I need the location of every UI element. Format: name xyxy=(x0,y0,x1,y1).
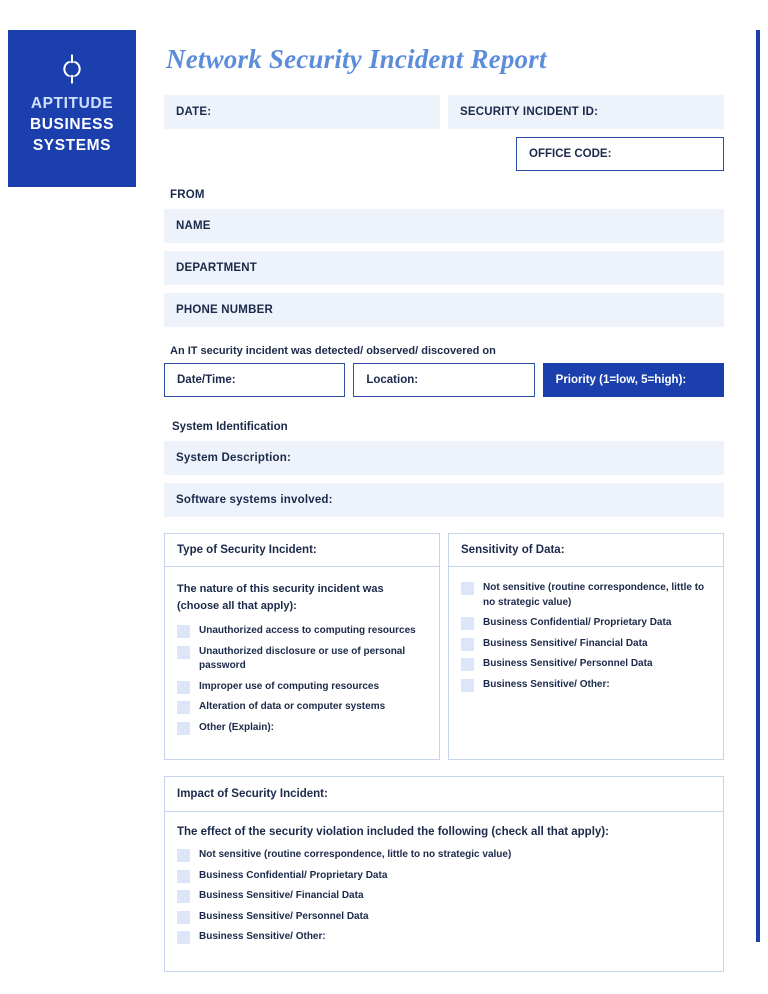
phone-number-field[interactable]: PHONE NUMBER xyxy=(164,293,724,327)
type-of-incident-heading: Type of Security Incident: xyxy=(165,534,439,567)
sensitivity-of-data-options xyxy=(461,581,711,692)
priority-field[interactable]: Priority (1=low, 5=high): xyxy=(543,363,724,397)
check-item[interactable] xyxy=(177,721,427,736)
software-systems-row xyxy=(164,483,724,517)
check-item[interactable] xyxy=(177,624,427,639)
check-item[interactable] xyxy=(461,637,711,652)
office-code-field[interactable]: OFFICE CODE: xyxy=(516,137,724,171)
check-item[interactable] xyxy=(177,680,427,695)
check-item[interactable] xyxy=(177,910,711,925)
type-of-incident-panel xyxy=(164,533,440,760)
checkbox-icon[interactable] xyxy=(177,681,190,694)
target-crosshair-icon xyxy=(55,52,89,86)
check-item[interactable] xyxy=(461,581,711,610)
checkbox-icon[interactable] xyxy=(461,658,474,671)
check-item[interactable] xyxy=(461,657,711,672)
checkbox-icon[interactable] xyxy=(461,679,474,692)
name-row xyxy=(164,209,724,243)
brand-block xyxy=(8,30,136,187)
checkbox-icon[interactable] xyxy=(177,625,190,638)
detection-row xyxy=(164,363,724,397)
impact-intro: The effect of the security violation included the following (check all that apply): xyxy=(177,826,609,838)
brand-line-3: SYSTEMS xyxy=(32,136,112,154)
checkbox-icon[interactable] xyxy=(461,617,474,630)
checkbox-icon[interactable] xyxy=(177,722,190,735)
check-item[interactable] xyxy=(177,848,711,863)
check-label: Improper use of computing resources xyxy=(199,680,380,692)
check-item[interactable] xyxy=(461,616,711,631)
check-label: Business Sensitive/ Personnel Data xyxy=(199,910,369,922)
check-label: Business Sensitive/ Personnel Data xyxy=(483,658,653,669)
check-label: Business Confidential/ Proprietary Data xyxy=(483,617,672,628)
impact-options xyxy=(177,848,711,945)
checkbox-icon[interactable] xyxy=(177,931,190,944)
check-label: Business Sensitive/ Other: xyxy=(483,678,610,690)
check-label: Unauthorized access to computing resources xyxy=(199,625,416,636)
checkbox-icon[interactable] xyxy=(461,582,474,595)
system-description-row xyxy=(164,441,724,475)
date-field[interactable]: DATE: xyxy=(164,95,440,129)
check-item[interactable] xyxy=(177,930,711,945)
security-incident-id-field[interactable]: SECURITY INCIDENT ID: xyxy=(448,95,724,129)
check-label: Business Sensitive/ Financial Data xyxy=(199,890,364,901)
impact-body xyxy=(165,812,723,971)
date-time-field[interactable]: Date/Time: xyxy=(164,363,345,397)
check-label: Other (Explain): xyxy=(199,721,275,733)
right-accent-rule xyxy=(756,30,760,942)
from-label: FROM xyxy=(170,189,205,201)
check-item[interactable] xyxy=(177,700,427,715)
check-item[interactable] xyxy=(177,869,711,884)
page-title: Network Security Incident Report xyxy=(166,44,547,74)
checkbox-icon[interactable] xyxy=(461,638,474,651)
department-field[interactable]: DEPARTMENT xyxy=(164,251,724,285)
detection-note: An IT security incident was detected/ observed/ discovered on xyxy=(170,345,496,357)
type-of-incident-options xyxy=(177,624,427,735)
check-label: Business Sensitive/ Financial Data xyxy=(483,637,648,649)
check-label: Unauthorized disclosure or use of personal password xyxy=(199,645,406,671)
checkbox-icon[interactable] xyxy=(177,701,190,714)
system-description-field[interactable]: System Description: xyxy=(164,441,724,475)
date-incident-row xyxy=(164,95,724,129)
check-label: Not sensitive (routine correspondence, little to no strategic value) xyxy=(199,849,512,860)
system-identification-heading: System Identification xyxy=(172,421,288,433)
brand-line-1: APTITUDE xyxy=(30,95,114,112)
brand-line-2: BUSINESS xyxy=(29,115,115,133)
location-field[interactable]: Location: xyxy=(353,363,534,397)
checkbox-icon[interactable] xyxy=(177,911,190,924)
check-item[interactable] xyxy=(177,889,711,904)
software-systems-field[interactable]: Software systems involved: xyxy=(164,483,724,517)
check-item[interactable] xyxy=(461,678,711,693)
brand-name xyxy=(30,94,114,157)
sensitivity-of-data-body xyxy=(449,567,723,735)
department-row xyxy=(164,251,724,285)
type-of-incident-intro: The nature of this security incident was (choose all that apply): xyxy=(177,583,384,612)
check-label: Business Sensitive/ Other: xyxy=(199,931,326,942)
check-label: Alteration of data or computer systems xyxy=(199,701,386,712)
impact-of-incident-panel xyxy=(164,776,724,972)
checkbox-icon[interactable] xyxy=(177,646,190,659)
name-field[interactable]: NAME xyxy=(164,209,724,243)
checkbox-icon[interactable] xyxy=(177,890,190,903)
checkbox-icon[interactable] xyxy=(177,870,190,883)
phone-row xyxy=(164,293,724,327)
incident-panels xyxy=(164,533,724,760)
checkbox-icon[interactable] xyxy=(177,849,190,862)
sensitivity-of-data-panel xyxy=(448,533,724,760)
check-item[interactable] xyxy=(177,645,427,674)
document-body xyxy=(164,44,724,972)
office-code-row xyxy=(164,137,724,171)
check-label: Not sensitive (routine correspondence, little to no strategic value) xyxy=(483,582,705,608)
type-of-incident-body xyxy=(165,567,439,759)
sensitivity-of-data-heading: Sensitivity of Data: xyxy=(449,534,723,567)
check-label: Business Confidential/ Proprietary Data xyxy=(199,869,388,881)
impact-heading: Impact of Security Incident: xyxy=(165,777,723,812)
